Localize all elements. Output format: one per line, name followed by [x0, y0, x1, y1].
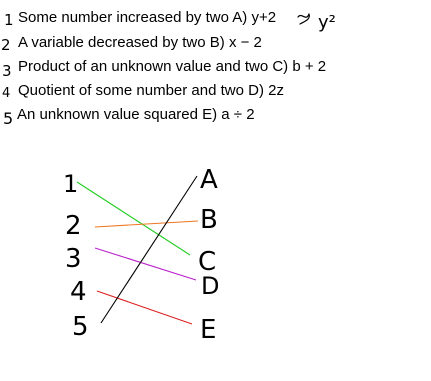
- left-number-4: 4: [70, 277, 87, 307]
- problem-line-3: Product of an unknown value and two C) b + 2: [18, 58, 327, 75]
- problem-line-1: Some number increased by two A) y+2: [18, 9, 277, 26]
- left-number-1: 1: [63, 170, 79, 198]
- right-letter-D: D: [201, 272, 220, 300]
- match-line-1-C: [77, 182, 190, 255]
- match-line-3-D: [95, 248, 196, 280]
- problem-line-4: Quotient of some number and two D) 2z: [18, 82, 284, 99]
- left-number-3: 3: [65, 244, 82, 274]
- margin-number-3: 3: [2, 62, 12, 80]
- margin-number-5: 5: [3, 109, 14, 128]
- right-letter-E: E: [200, 315, 217, 345]
- match-line-2-B: [95, 221, 198, 227]
- left-number-5: 5: [72, 312, 89, 342]
- margin-number-4: 4: [2, 86, 11, 101]
- right-letter-A: A: [200, 165, 218, 195]
- scribble-strike: [298, 14, 309, 24]
- left-number-2: 2: [65, 211, 82, 241]
- margin-number-1: 1: [4, 11, 14, 29]
- right-letter-C: C: [198, 247, 217, 277]
- right-letter-B: B: [200, 205, 218, 235]
- match-line-5-A: [101, 176, 197, 323]
- margin-number-2: 2: [1, 36, 11, 54]
- problem-line-2: A variable decreased by two B) x − 2: [18, 34, 262, 51]
- problem-line-5: An unknown value squared E) a ÷ 2: [17, 106, 255, 123]
- handwritten-correction: y²: [318, 12, 336, 33]
